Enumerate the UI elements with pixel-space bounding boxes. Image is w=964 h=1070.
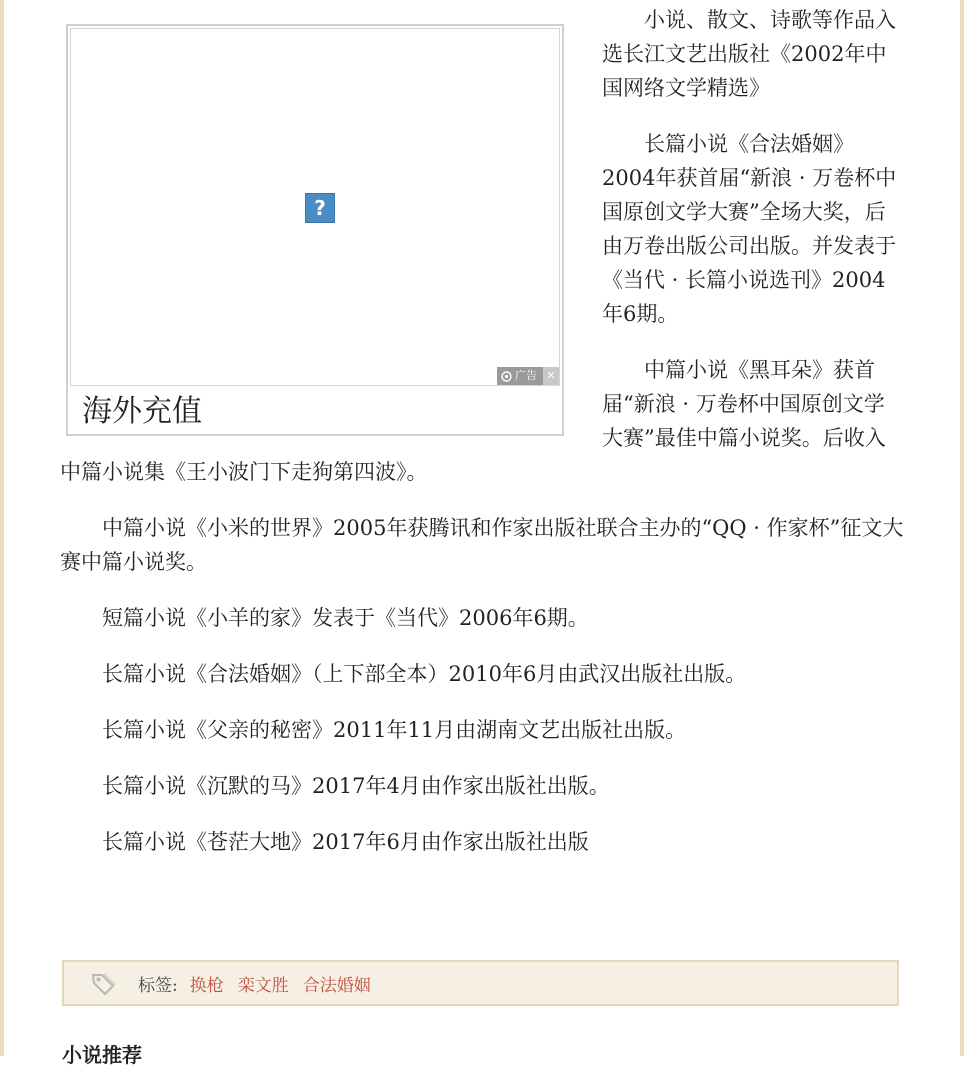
ad-banner[interactable] [66, 24, 564, 436]
tags-bar [62, 960, 899, 1006]
ad-close-button[interactable]: ✕ [543, 367, 559, 385]
article-paragraph: 长篇小说《合法婚姻》（上下部全本）2010年6月由武汉出版社出版。 [102, 662, 747, 686]
article-body [60, 0, 904, 881]
article-paragraph: 长篇小说《沉默的马》2017年4月由作家出版社出版。 [102, 774, 610, 798]
section-title: 小说推荐 [62, 1043, 142, 1067]
article-paragraph: 长篇小说《父亲的秘密》2011年11月由湖南文艺出版社出版。 [102, 718, 687, 742]
tag-link[interactable]: 换枪 [189, 975, 224, 996]
page-frame-left [0, 0, 4, 1056]
article-paragraph: 中篇小说《小米的世界》2005年获腾讯和作家出版社联合主办的“QQ · 作家杯”征文大赛中篇小说奖。 [60, 516, 904, 574]
article-paragraph: 长篇小说《合法婚姻》2004年获首届“新浪 · 万卷杯中国原创文学大赛”全场大奖，后由万卷出版公司出版。并发表于《当代 · 长篇小说选刊》2004年6期。 [602, 132, 897, 326]
tag-link[interactable]: 合法婚姻 [302, 975, 371, 996]
tag-link[interactable]: 栾文胜 [237, 975, 289, 996]
ad-mark[interactable] [497, 367, 559, 385]
article-paragraph: 长篇小说《苍茫大地》2017年6月由作家出版社出版 [102, 830, 589, 854]
ad-mark-label[interactable] [497, 367, 543, 385]
page-frame-right [960, 0, 964, 1056]
broken-image-icon: ? [305, 193, 335, 223]
tag-icon [90, 970, 116, 996]
ad-caption[interactable]: 海外充值 [82, 394, 202, 429]
article-paragraph: 小说、散文、诗歌等作品入选长江文艺出版社《2002年中国网络文学精选》 [602, 8, 896, 100]
tags-label: 标签: [138, 975, 178, 996]
article-paragraph: 短篇小说《小羊的家》发表于《当代》2006年6期。 [102, 606, 589, 630]
ad-image[interactable] [70, 28, 560, 386]
ad-choices-icon [501, 371, 512, 382]
ad-mark-text: 广告 [515, 369, 537, 382]
article-paragraph: 中篇小说《黑耳朵》获首届“新浪 · 万卷杯中国原创文学大赛”最佳中篇小说奖。后收入中篇小说集《王小波门下走狗第四波》。 [60, 358, 886, 484]
